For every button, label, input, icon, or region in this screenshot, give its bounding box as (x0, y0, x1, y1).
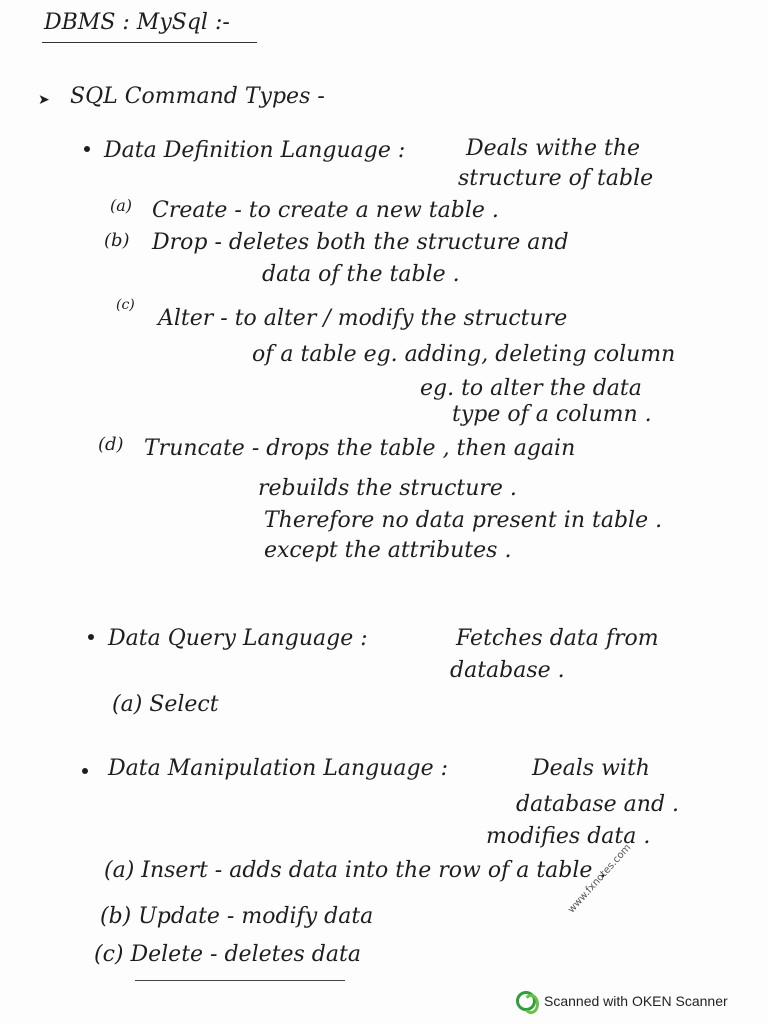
alter-item-cont-2: eg. to alter the data (420, 376, 642, 401)
create-item: Create - to create a new table . (152, 198, 499, 223)
margin-note: www.fxnotes.com (566, 842, 634, 916)
truncate-marker: (d) (98, 434, 124, 455)
drop-marker: (b) (104, 230, 130, 251)
ddl-description-cont: structure of table (458, 166, 654, 191)
alter-item-cont-3: type of a column . (452, 402, 652, 427)
scanner-footer (516, 990, 728, 1012)
update-item: (b) Update - modify data (100, 904, 374, 929)
truncate-item: Truncate - drops the table , then again (144, 436, 576, 461)
insert-item: (a) Insert - adds data into the row of a table . (104, 858, 607, 883)
drop-item-cont: data of the table . (262, 262, 460, 287)
alter-item: Alter - to alter / modify the structure (158, 306, 568, 331)
title-underline (42, 42, 257, 43)
page-title: DBMS : MySql :- (44, 10, 230, 35)
bullet-icon (88, 634, 94, 640)
bullet-icon (82, 768, 88, 774)
truncate-item-cont-2: Therefore no data present in table . (264, 508, 663, 533)
bottom-rule (135, 980, 345, 981)
create-marker: (a) (110, 196, 133, 215)
scanner-label: Scanned with OKEN Scanner (544, 993, 728, 1009)
alter-item-cont: of a table eg. adding, deleting column (252, 342, 676, 367)
alter-marker: (c) (116, 297, 135, 313)
delete-item: (c) Delete - deletes data (94, 942, 361, 967)
bullet-icon (84, 146, 90, 152)
select-item: (a) Select (112, 692, 219, 717)
truncate-item-cont: rebuilds the structure . (258, 476, 517, 501)
truncate-item-cont-3: except the attributes . (264, 538, 512, 563)
drop-item: Drop - deletes both the structure and (152, 230, 569, 255)
arrow-bullet-icon: ➤ (38, 92, 50, 108)
dql-label: Data Query Language : (108, 626, 368, 651)
ddl-label: Data Definition Language : (104, 138, 406, 163)
dml-label: Data Manipulation Language : (108, 756, 449, 781)
dml-description-cont: database and . (516, 792, 680, 817)
section-heading: SQL Command Types - (70, 84, 325, 109)
dql-description: Fetches data from (456, 626, 659, 651)
dql-description-cont: database . (450, 658, 565, 683)
dml-description: Deals with (532, 756, 650, 781)
ddl-description: Deals withe the (466, 136, 641, 161)
dml-description-cont-2: modifies data . (486, 824, 651, 849)
oken-logo-icon (516, 991, 536, 1011)
